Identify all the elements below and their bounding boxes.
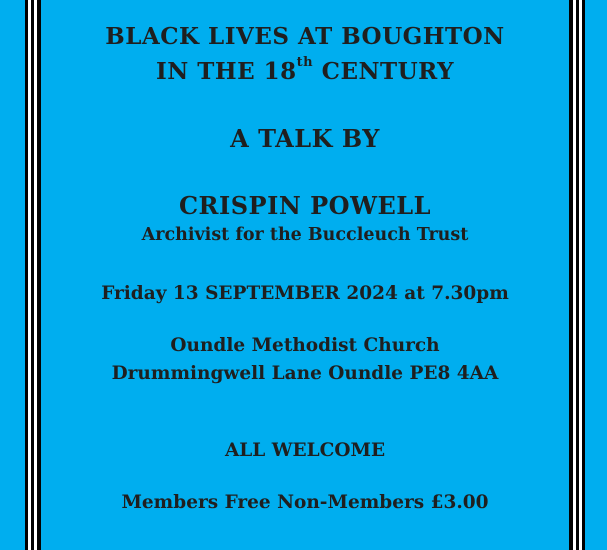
title-line-2-prefix: IN THE 18	[155, 58, 297, 85]
title-line-2	[41, 55, 569, 85]
speaker-name: CRISPIN POWELL	[178, 191, 432, 220]
venue-address: Drummingwell Lane Oundle PE8 4AA	[111, 363, 499, 384]
speaker-role: Archivist for the Buccleuch Trust	[141, 225, 469, 245]
title-line-2-suffix: CENTURY	[313, 58, 455, 85]
title-superscript: th	[296, 55, 314, 70]
event-date-time: Friday 13 SEPTEMBER 2024 at 7.30pm	[101, 283, 509, 304]
left-border-margin	[0, 0, 25, 550]
title-line-1: BLACK LIVES AT BOUGHTON	[105, 23, 505, 50]
welcome-notice: ALL WELCOME	[224, 440, 386, 461]
talk-by-heading: A TALK BY	[230, 124, 380, 153]
poster-content	[41, 0, 569, 550]
admission-fees: Members Free Non-Members £3.00	[121, 492, 489, 513]
venue-name: Oundle Methodist Church	[170, 335, 440, 356]
right-border-margin	[585, 0, 607, 550]
